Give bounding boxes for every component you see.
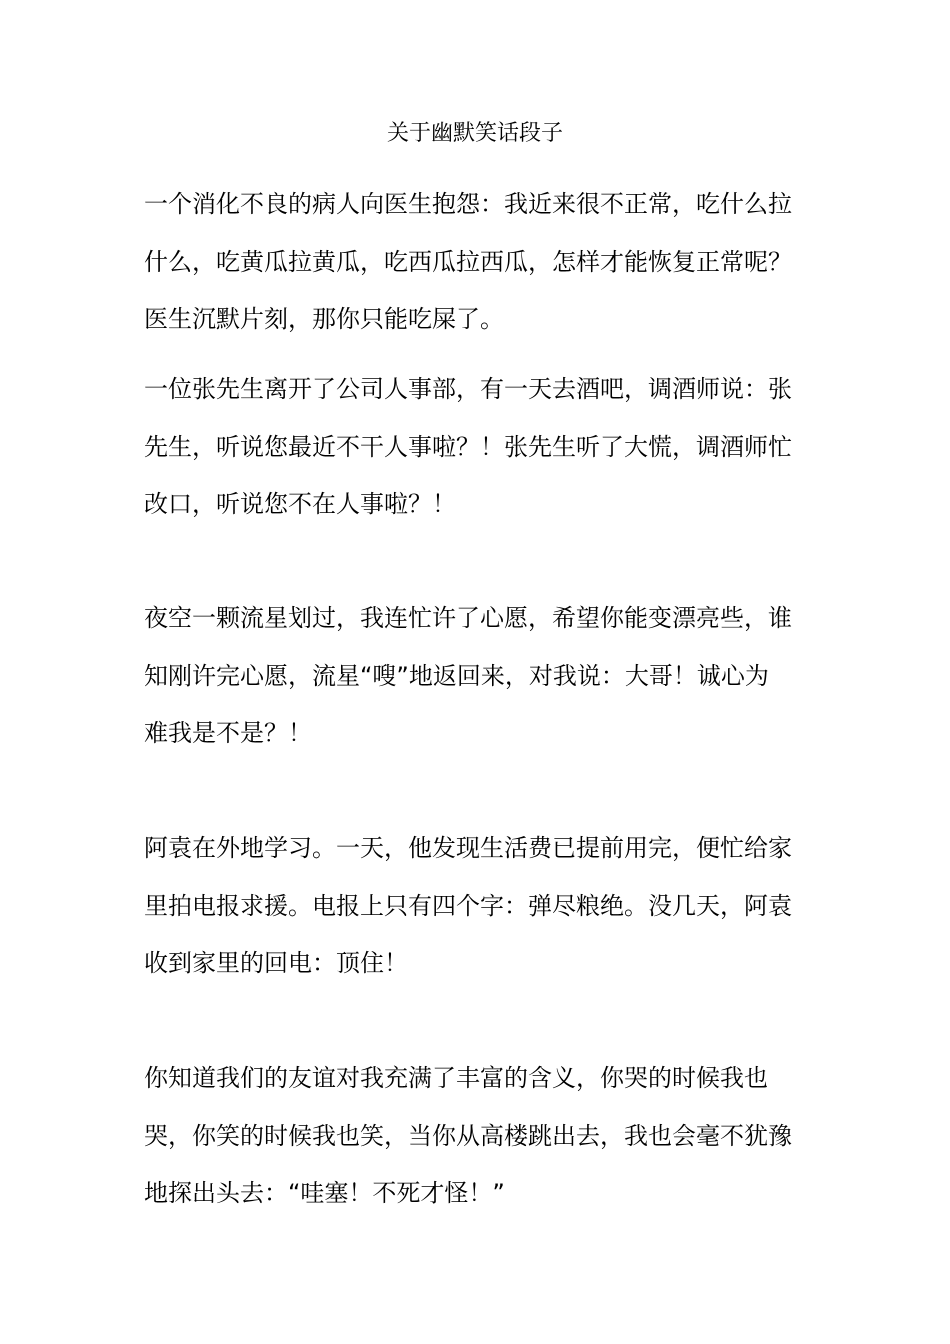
paragraph-4 — [144, 820, 800, 993]
paragraph-line: 哭，你笑的时候我也笑，当你从高楼跳出去，我也会毫不犹豫 — [144, 1121, 792, 1150]
paragraph-line: 一位张先生离开了公司人事部，有一天去酒吧，调酒师说：张 — [144, 375, 792, 403]
paragraph-line: 里拍电报求援。电报上只有四个字：弹尽粮绝。没几天，阿袁 — [144, 891, 792, 920]
paragraph-line: 医生沉默片刻，那你只能吃屎了。 — [144, 305, 504, 333]
paragraph-line: 难我是不是？！ — [144, 719, 312, 747]
paragraph-line: 改口，听说您不在人事啦？！ — [144, 490, 456, 518]
paragraph-2 — [144, 361, 800, 534]
paragraph-line: 你知道我们的友谊对我充满了丰富的含义，你哭的时候我也 — [144, 1064, 768, 1092]
paragraph-line: 一个消化不良的病人向医生抱怨：我近来很不正常，吃什么拉 — [144, 190, 792, 218]
paragraph-5 — [144, 1050, 800, 1223]
paragraph-line: 夜空一颗流星划过，我连忙许了心愿，希望你能变漂亮些，谁 — [144, 604, 792, 632]
paragraph-line: 阿袁在外地学习。一天，他发现生活费已提前用完，便忙给家 — [144, 834, 792, 862]
document-title: 关于幽默笑话段子 — [386, 121, 563, 146]
paragraph-line: 什么，吃黄瓜拉黄瓜，吃西瓜拉西瓜，怎样才能恢复正常呢？ — [144, 247, 792, 276]
paragraph-line: 收到家里的回电：顶住！ — [144, 949, 408, 977]
paragraph-line: 地探出头去：“哇塞！不死才怪！” — [144, 1179, 505, 1207]
paragraph-1 — [144, 176, 800, 349]
paragraph-line: 知刚许完心愿，流星“嗖”地返回来，对我说：大哥！诚心为 — [144, 661, 769, 690]
paragraph-3 — [144, 590, 800, 763]
paragraph-line: 先生，听说您最近不干人事啦？！张先生听了大慌，调酒师忙 — [144, 432, 792, 461]
